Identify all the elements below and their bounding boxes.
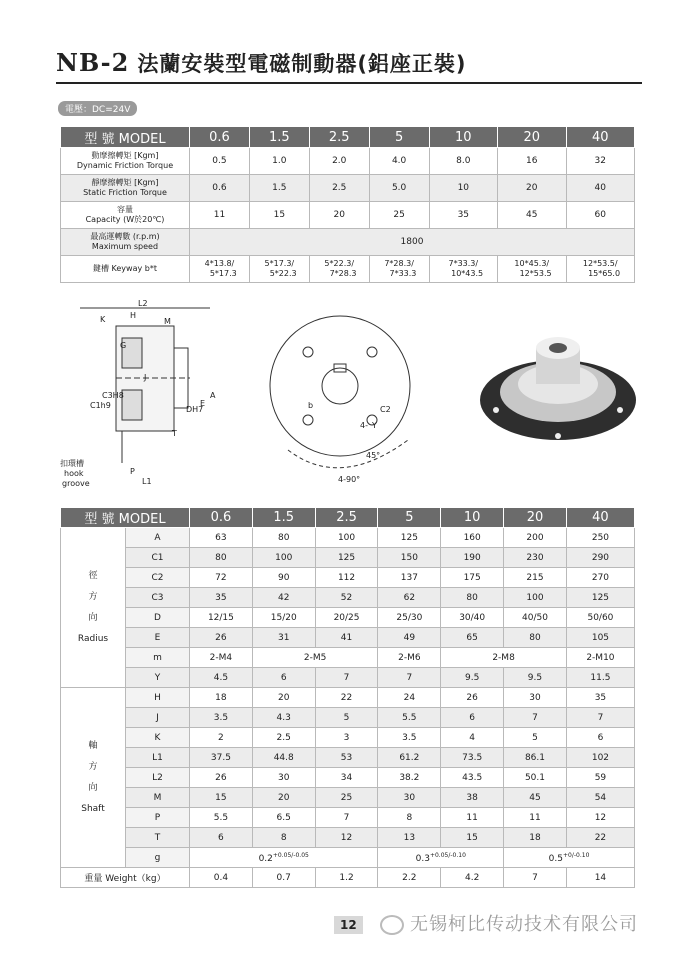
dim-T: T <box>172 429 177 438</box>
company-name: 无锡柯比传动技术有限公司 <box>380 910 638 936</box>
row-static-torque: 靜摩擦轉矩 [Kgm] Static Friction Torque 0.6 1.5 2.5 5.0 10 20 40 <box>61 175 635 202</box>
dim-G: G <box>120 341 127 350</box>
dim-Y: Y <box>372 421 377 430</box>
dim-L1: L1 <box>142 477 152 486</box>
page-title: NB-2 法蘭安裝型電磁制動器(鋁座正裝) <box>56 48 467 77</box>
dim-H: H <box>130 311 137 320</box>
dim-4: 4- <box>360 421 368 430</box>
angle-45: 45° <box>366 451 381 460</box>
row-m: m 2-M4 2-M5 2-M6 2-M8 2-M10 <box>61 648 635 668</box>
dim-M: M <box>164 317 171 326</box>
dim-E: E <box>200 399 206 408</box>
row-dynamic-torque: 動摩擦轉矩 [Kgm] Dynamic Friction Torque 0.5 1.0 2.0 4.0 8.0 16 32 <box>61 148 635 175</box>
shaft-group-label: 軸 方 向 Shaft <box>61 688 126 868</box>
hook-groove-cn: 扣環槽 <box>60 459 84 468</box>
row-keyway: 鍵槽 Keyway b*t 4*13.8/ 5*17.3 5*17.3/ 5*22.3 5*22.3/ 7*28.3 7*28.3/ 7*33.3 7*33.3/ 10*43.5 10*45.3/ 12*53.5 12*53.5/ 15*65.0 <box>61 256 635 283</box>
hook-groove-en2: groove <box>62 479 90 488</box>
dim-b: b <box>308 401 314 410</box>
torque-spec-table: 型 號 MODEL 0.6 1.5 2.5 5 10 20 40 動摩擦轉矩 [Kgm] Dynamic Friction Torque 0.5 1.0 2.0 4.0 8.0 16 32 靜摩擦轉矩 [Kgm] Static Friction Torque 0.6 1.5 2.5 5.0 10 20 40 容量 Capacity (W於20℃) 11 15 20 25 35 45 60 最高運轉數 (r.p.m) Maximum speed 1800 鍵槽 Keyway b*t 4*13.8/ 5*17.3 5*17.3/ 5*22.3 5*22.3/ 7*28.3 7*28.3/ 7*33.3 7*33.3/ 10*43.5 10*45.3/ 12*53.5 12*53.5/ 15*65.0 <box>60 126 635 283</box>
title-rule <box>56 82 642 84</box>
row-weight: 重量 Weight（kg） 0.4 0.7 1.2 2.2 4.2 7 14 <box>61 868 635 888</box>
dim-P: P <box>130 467 135 476</box>
dim-A: A <box>210 391 216 400</box>
brake-photo <box>478 318 638 458</box>
row-capacity: 容量 Capacity (W於20℃) 11 15 20 25 35 45 60 <box>61 202 635 229</box>
dim-K: K <box>100 315 106 324</box>
dim-C2: C2 <box>380 405 391 414</box>
dimension-table: 型 號 MODEL 0.6 1.5 2.5 5 10 20 40 徑 方 向 Radius A 63 80 100 125 160 200 250 C1 80 100 125 150 190 230 290 C2 72 90 112 137 175 215 270 C3 35 42 52 62 80 100 125 D 12/15 15/20 20/25 25/30 30/40 40/50 50/60 E 26 31 41 49 65 80 105 m 2-M4 2-M5 2-M6 2-M8 2-M10 Y 4.5 6 7 7 9.5 9.5 11.5 軸 方 向 Shaft H 18 20 22 24 26 30 35 J 3.5 4.3 5 5.5 6 7 7 K 2 2.5 3 3.5 4 5 6 L1 37.5 44.8 53 61.2 73.5 86.1 102 L2 26 30 34 38.2 43.5 50.1 59 M 15 20 25 30 38 45 54 P 5.5 6.5 7 8 11 11 12 T 6 8 12 13 15 18 22 g $0.2^{+0.05/-0.05}$ $0.3^{+0.05/-0.10}$ $0.5^{+0/-0.10}$ 重量 Weight（kg） 0.4 0.7 1.2 2.2 4.2 7 14 <box>60 507 635 888</box>
row-g: g $0.2^{+0.05/-0.05}$ $0.3^{+0.05/-0.10}$ $0.5^{+0/-0.10}$ <box>61 848 635 868</box>
dim-L2: L2 <box>138 299 148 308</box>
voltage-badge: 電壓：DC=24V <box>58 101 137 116</box>
page-number: 12 <box>334 916 363 934</box>
radius-group-label: 徑 方 向 Radius <box>61 528 126 688</box>
front-view-drawing <box>268 300 428 490</box>
angle-4-90: 4-90° <box>338 475 361 484</box>
dim-DH7: DH7 <box>186 405 204 414</box>
dim-J: J <box>144 373 147 382</box>
wechat-icon <box>380 915 404 935</box>
row-max-speed: 最高運轉數 (r.p.m) Maximum speed 1800 <box>61 229 635 256</box>
hook-groove-en1: hook <box>64 469 84 478</box>
side-section-drawing <box>60 298 230 493</box>
dim-C3: C3H8 <box>102 391 124 400</box>
dim-C1: C1h9 <box>90 401 111 410</box>
